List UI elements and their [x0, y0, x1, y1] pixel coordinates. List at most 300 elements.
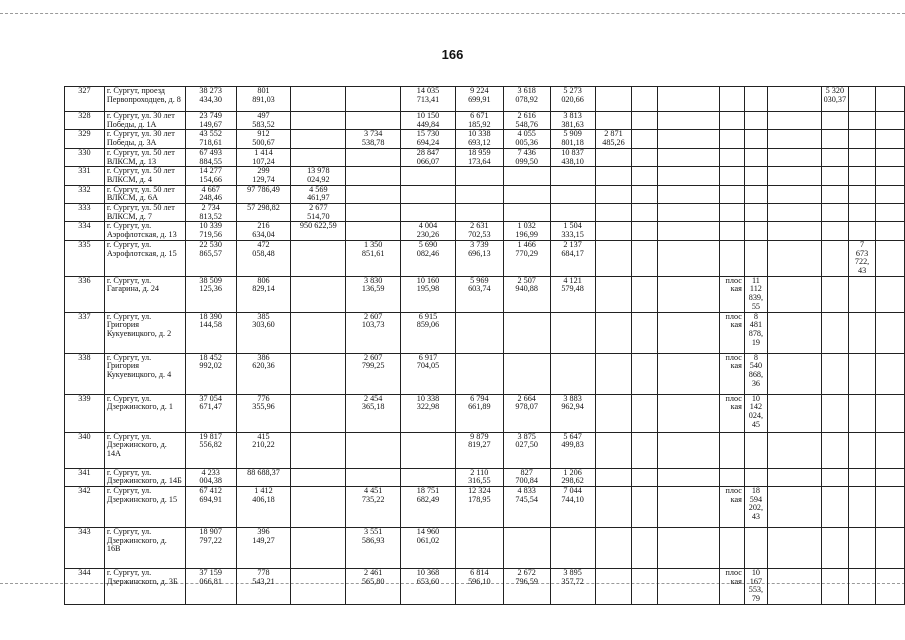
value-cell: 7 044 744,10 [550, 487, 595, 528]
scan-edge-top [0, 13, 905, 14]
value-cell: 10 150 449,84 [401, 112, 456, 130]
value-cell [455, 312, 503, 353]
value-cell: 5 320 030,37 [821, 87, 849, 112]
value-cell [767, 394, 821, 432]
table-row [65, 167, 905, 185]
value-cell [821, 130, 849, 148]
value-cell [876, 394, 905, 432]
value-cell [401, 185, 456, 203]
value-cell [744, 432, 767, 468]
value-cell: плос кая [719, 394, 744, 432]
value-cell: 10 338 322,98 [401, 394, 456, 432]
value-cell: 6 671 185,92 [455, 112, 503, 130]
row-number: 329 [65, 130, 105, 148]
value-cell: 1 032 196,99 [503, 222, 550, 240]
row-number: 336 [65, 276, 105, 312]
value-cell [849, 130, 876, 148]
value-cell: 827 700,84 [503, 468, 550, 486]
value-cell [346, 87, 401, 112]
value-cell: 2 454 365,18 [346, 394, 401, 432]
value-cell [291, 569, 346, 605]
row-number: 327 [65, 87, 105, 112]
value-cell: 5 273 020,66 [550, 87, 595, 112]
value-cell: 2 677 514,70 [291, 204, 346, 222]
value-cell: 2 631 702,53 [455, 222, 503, 240]
value-cell: 15 730 694,24 [401, 130, 456, 148]
value-cell [744, 240, 767, 276]
value-cell [291, 528, 346, 569]
value-cell [550, 528, 595, 569]
value-cell: 3 875 027,50 [503, 432, 550, 468]
value-cell [595, 185, 632, 203]
row-number: 337 [65, 312, 105, 353]
value-cell: плос кая [719, 487, 744, 528]
value-cell [291, 240, 346, 276]
value-cell [346, 468, 401, 486]
value-cell: плос кая [719, 312, 744, 353]
address-cell: г. Сургут, ул. Дзержинского, д. 3Б [104, 569, 185, 605]
value-cell: 19 817 556,82 [185, 432, 236, 468]
value-cell [744, 112, 767, 130]
value-cell [291, 148, 346, 166]
value-cell: 950 622,59 [291, 222, 346, 240]
value-cell: 1 414 107,24 [236, 148, 291, 166]
value-cell [632, 569, 658, 605]
address-cell: г. Сургут, ул. Гагарина, д. 24 [104, 276, 185, 312]
value-cell [346, 148, 401, 166]
value-cell [632, 276, 658, 312]
value-cell: 2 607 103,73 [346, 312, 401, 353]
address-cell: г. Сургут, ул. Дзержинского, д. 14Б [104, 468, 185, 486]
address-cell: г. Сургут, ул. Григория Кукуевицкого, д. 4 [104, 353, 185, 394]
value-cell: 7 436 099,50 [503, 148, 550, 166]
address-cell: г. Сургут, ул. 30 лет Победы, д. 3А [104, 130, 185, 148]
value-cell [291, 276, 346, 312]
value-cell: 4 004 230,26 [401, 222, 456, 240]
value-cell: 3 739 696,13 [455, 240, 503, 276]
value-cell: 6 915 859,06 [401, 312, 456, 353]
value-cell [595, 394, 632, 432]
value-cell [632, 87, 658, 112]
value-cell: плос кая [719, 569, 744, 605]
value-cell [632, 112, 658, 130]
address-cell: г. Сургут, ул. 50 лет ВЛКСМ, д. 4 [104, 167, 185, 185]
value-cell [503, 353, 550, 394]
value-cell [719, 468, 744, 486]
address-cell: г. Сургут, ул. 50 лет ВЛКСМ, д. 13 [104, 148, 185, 166]
value-cell [876, 353, 905, 394]
value-cell [821, 468, 849, 486]
empty-cell [658, 432, 720, 468]
value-cell [550, 204, 595, 222]
value-cell: 10 160 195,98 [401, 276, 456, 312]
value-cell [849, 87, 876, 112]
value-cell [821, 222, 849, 240]
row-number: 332 [65, 185, 105, 203]
empty-cell [658, 569, 720, 605]
value-cell [821, 276, 849, 312]
value-cell [849, 312, 876, 353]
value-cell [744, 468, 767, 486]
value-cell [595, 240, 632, 276]
value-cell: 2 507 940,88 [503, 276, 550, 312]
value-cell: 37 159 066,81 [185, 569, 236, 605]
value-cell: 18 959 173,64 [455, 148, 503, 166]
value-cell [876, 112, 905, 130]
value-cell [595, 528, 632, 569]
value-cell: 4 569 461,97 [291, 185, 346, 203]
value-cell [595, 432, 632, 468]
value-cell: 2 461 565,80 [346, 569, 401, 605]
table-row [65, 432, 905, 468]
value-cell: 4 833 745,54 [503, 487, 550, 528]
value-cell: 1 350 851,61 [346, 240, 401, 276]
empty-cell [658, 487, 720, 528]
value-cell [849, 394, 876, 432]
value-cell [744, 130, 767, 148]
value-cell [767, 528, 821, 569]
value-cell: 38 273 434,30 [185, 87, 236, 112]
value-cell [719, 167, 744, 185]
value-cell: 386 620,36 [236, 353, 291, 394]
value-cell [503, 185, 550, 203]
value-cell: 4 055 005,36 [503, 130, 550, 148]
value-cell [767, 148, 821, 166]
value-cell: 2 672 796,59 [503, 569, 550, 605]
value-cell [595, 569, 632, 605]
value-cell [455, 167, 503, 185]
value-cell [821, 185, 849, 203]
value-cell [719, 112, 744, 130]
value-cell [595, 312, 632, 353]
value-cell [876, 569, 905, 605]
value-cell [821, 312, 849, 353]
empty-cell [658, 240, 720, 276]
row-number: 343 [65, 528, 105, 569]
value-cell [291, 394, 346, 432]
value-cell [767, 185, 821, 203]
value-cell [876, 130, 905, 148]
value-cell [632, 130, 658, 148]
value-cell: 5 909 801,18 [550, 130, 595, 148]
value-cell [632, 468, 658, 486]
value-cell [595, 87, 632, 112]
value-cell [767, 312, 821, 353]
value-cell [876, 204, 905, 222]
table-row [65, 394, 905, 432]
table-row [65, 204, 905, 222]
value-cell: 9 879 819,27 [455, 432, 503, 468]
register-table [64, 86, 905, 605]
value-cell [821, 353, 849, 394]
value-cell: 3 895 357,72 [550, 569, 595, 605]
value-cell: 1 412 406,18 [236, 487, 291, 528]
value-cell [821, 394, 849, 432]
value-cell [455, 204, 503, 222]
value-cell: 3 883 962,94 [550, 394, 595, 432]
value-cell [595, 148, 632, 166]
value-cell [876, 222, 905, 240]
value-cell [632, 432, 658, 468]
value-cell [876, 487, 905, 528]
row-number: 330 [65, 148, 105, 166]
value-cell [595, 353, 632, 394]
value-cell: 778 543,21 [236, 569, 291, 605]
value-cell [632, 528, 658, 569]
value-cell [401, 468, 456, 486]
value-cell [767, 167, 821, 185]
value-cell [595, 222, 632, 240]
value-cell [550, 312, 595, 353]
row-number: 334 [65, 222, 105, 240]
value-cell [632, 204, 658, 222]
value-cell [503, 204, 550, 222]
value-cell [767, 130, 821, 148]
value-cell [744, 528, 767, 569]
value-cell: 776 355,96 [236, 394, 291, 432]
value-cell: 5 690 082,46 [401, 240, 456, 276]
value-cell [719, 185, 744, 203]
value-cell [849, 432, 876, 468]
value-cell [849, 222, 876, 240]
table-row [65, 240, 905, 276]
value-cell [503, 167, 550, 185]
value-cell [744, 185, 767, 203]
address-cell: г. Сургут, ул. Григория Кукуевицкого, д. 2 [104, 312, 185, 353]
value-cell [632, 167, 658, 185]
value-cell [876, 185, 905, 203]
value-cell [767, 240, 821, 276]
value-cell [821, 528, 849, 569]
value-cell: 497 583,52 [236, 112, 291, 130]
value-cell [632, 185, 658, 203]
row-number: 331 [65, 167, 105, 185]
value-cell [595, 487, 632, 528]
value-cell: 14 277 154,66 [185, 167, 236, 185]
value-cell: плос кая [719, 353, 744, 394]
value-cell [849, 487, 876, 528]
value-cell: 11 112 839, 55 [744, 276, 767, 312]
value-cell [595, 167, 632, 185]
value-cell [346, 167, 401, 185]
value-cell: 10 167 553, 79 [744, 569, 767, 605]
value-cell [767, 569, 821, 605]
value-cell: 10 142 024, 45 [744, 394, 767, 432]
value-cell: 43 552 718,61 [185, 130, 236, 148]
value-cell: 2 616 548,76 [503, 112, 550, 130]
value-cell [719, 204, 744, 222]
value-cell [849, 569, 876, 605]
value-cell: 3 830 136,59 [346, 276, 401, 312]
value-cell [849, 185, 876, 203]
address-cell: г. Сургут, ул. Дзержинского, д. 1 [104, 394, 185, 432]
table-row [65, 222, 905, 240]
value-cell [632, 394, 658, 432]
value-cell: 10 339 719,56 [185, 222, 236, 240]
value-cell [767, 487, 821, 528]
value-cell [849, 528, 876, 569]
empty-cell [658, 312, 720, 353]
value-cell [719, 148, 744, 166]
value-cell [503, 528, 550, 569]
row-number: 340 [65, 432, 105, 468]
value-cell [719, 87, 744, 112]
value-cell [821, 487, 849, 528]
value-cell: 216 634,04 [236, 222, 291, 240]
value-cell [291, 312, 346, 353]
value-cell: 97 786,49 [236, 185, 291, 203]
value-cell: 2 734 813,52 [185, 204, 236, 222]
value-cell [401, 204, 456, 222]
value-cell [849, 167, 876, 185]
empty-cell [658, 87, 720, 112]
table-row [65, 569, 905, 605]
value-cell: 6 917 704,05 [401, 353, 456, 394]
value-cell [346, 204, 401, 222]
value-cell [767, 468, 821, 486]
value-cell [767, 204, 821, 222]
address-cell: г. Сургут, ул. 50 лет ВЛКСМ, д. 7 [104, 204, 185, 222]
value-cell [821, 167, 849, 185]
value-cell: 415 210,22 [236, 432, 291, 468]
address-cell: г. Сургут, ул. Дзержинского, д. 15 [104, 487, 185, 528]
table-row [65, 276, 905, 312]
value-cell: 3 734 538,78 [346, 130, 401, 148]
value-cell [632, 487, 658, 528]
value-cell [876, 240, 905, 276]
value-cell [876, 167, 905, 185]
value-cell [744, 148, 767, 166]
value-cell: 18 907 797,22 [185, 528, 236, 569]
table-row [65, 468, 905, 486]
value-cell [719, 432, 744, 468]
value-cell: 14 035 713,41 [401, 87, 456, 112]
table-row [65, 87, 905, 112]
value-cell: 2 871 485,26 [595, 130, 632, 148]
value-cell: 10 338 693,12 [455, 130, 503, 148]
empty-cell [658, 185, 720, 203]
value-cell: 18 452 992,02 [185, 353, 236, 394]
value-cell: 2 607 799,25 [346, 353, 401, 394]
value-cell: 5 969 603,74 [455, 276, 503, 312]
value-cell [876, 148, 905, 166]
value-cell: 912 500,67 [236, 130, 291, 148]
value-cell: 299 129,74 [236, 167, 291, 185]
value-cell: 1 466 770,29 [503, 240, 550, 276]
value-cell: 18 390 144,58 [185, 312, 236, 353]
value-cell: 38 509 125,36 [185, 276, 236, 312]
table-row [65, 312, 905, 353]
table-row [65, 528, 905, 569]
value-cell [849, 468, 876, 486]
value-cell: 3 618 078,92 [503, 87, 550, 112]
value-cell [550, 167, 595, 185]
value-cell [821, 112, 849, 130]
value-cell [719, 130, 744, 148]
page-number: 166 [441, 47, 464, 62]
address-cell: г. Сургут, ул. Дзержинского, д. 16В [104, 528, 185, 569]
empty-cell [658, 204, 720, 222]
value-cell [821, 240, 849, 276]
value-cell [719, 528, 744, 569]
table-row [65, 487, 905, 528]
address-cell: г. Сургут, ул. Аэрофлотская, д. 13 [104, 222, 185, 240]
value-cell [291, 353, 346, 394]
value-cell [595, 468, 632, 486]
value-cell [550, 185, 595, 203]
value-cell [744, 222, 767, 240]
value-cell [595, 204, 632, 222]
value-cell: 7 673 722, 43 [849, 240, 876, 276]
empty-cell [658, 112, 720, 130]
value-cell [849, 204, 876, 222]
value-cell: 385 303,60 [236, 312, 291, 353]
value-cell: 4 233 004,38 [185, 468, 236, 486]
value-cell [767, 222, 821, 240]
value-cell [744, 87, 767, 112]
table-row [65, 112, 905, 130]
value-cell [821, 569, 849, 605]
address-cell: г. Сургут, ул. Аэрофлотская, д. 15 [104, 240, 185, 276]
value-cell [821, 432, 849, 468]
empty-cell [658, 528, 720, 569]
value-cell: 801 891,03 [236, 87, 291, 112]
value-cell: 2 110 316,55 [455, 468, 503, 486]
address-cell: г. Сургут, ул. 50 лет ВЛКСМ, д. 6А [104, 185, 185, 203]
value-cell: 8 540 868, 36 [744, 353, 767, 394]
row-number: 335 [65, 240, 105, 276]
value-cell [346, 185, 401, 203]
value-cell [455, 353, 503, 394]
value-cell: 28 847 066,07 [401, 148, 456, 166]
value-cell [595, 276, 632, 312]
value-cell: 8 481 878, 19 [744, 312, 767, 353]
value-cell: 5 647 499,83 [550, 432, 595, 468]
value-cell [595, 112, 632, 130]
table-row [65, 353, 905, 394]
value-cell [767, 353, 821, 394]
value-cell [632, 312, 658, 353]
value-cell [455, 528, 503, 569]
value-cell: плос кая [719, 276, 744, 312]
value-cell [821, 204, 849, 222]
value-cell: 14 960 061,02 [401, 528, 456, 569]
value-cell [346, 112, 401, 130]
value-cell [767, 432, 821, 468]
address-cell: г. Сургут, проезд Первопроходцев, д. 8 [104, 87, 185, 112]
value-cell: 806 829,14 [236, 276, 291, 312]
value-cell: 1 504 333,15 [550, 222, 595, 240]
value-cell: 67 493 884,55 [185, 148, 236, 166]
value-cell [876, 468, 905, 486]
value-cell [455, 185, 503, 203]
value-cell: 1 206 298,62 [550, 468, 595, 486]
table-row [65, 130, 905, 148]
row-number: 333 [65, 204, 105, 222]
row-number: 338 [65, 353, 105, 394]
value-cell: 6 794 661,89 [455, 394, 503, 432]
value-cell [719, 222, 744, 240]
value-cell: 9 224 699,91 [455, 87, 503, 112]
empty-cell [658, 353, 720, 394]
value-cell [767, 87, 821, 112]
value-cell: 18 751 682,49 [401, 487, 456, 528]
value-cell: 4 667 248,46 [185, 185, 236, 203]
value-cell [632, 148, 658, 166]
value-cell [821, 148, 849, 166]
value-cell [503, 312, 550, 353]
empty-cell [658, 468, 720, 486]
